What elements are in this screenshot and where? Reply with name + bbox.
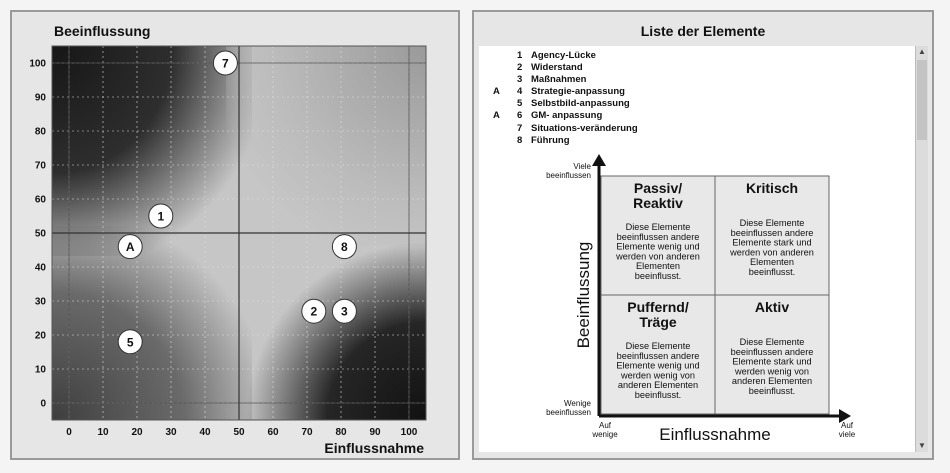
matrix-y-top-label: Viele — [573, 162, 591, 171]
legend-number: 8 — [517, 134, 523, 146]
data-point-label: 1 — [157, 209, 165, 224]
x-tick-label: 80 — [335, 427, 347, 438]
y-tick-label: 0 — [40, 398, 46, 410]
element-list-panel — [472, 10, 934, 460]
data-point-2[interactable] — [302, 299, 326, 323]
x-tick-label: 0 — [66, 427, 72, 438]
legend-number: 1 — [517, 50, 523, 61]
x-tick-label: 90 — [369, 427, 381, 438]
matrix-x-left-label: Auf — [598, 421, 612, 430]
matrix-y-axis-label: Beeinflussung — [574, 241, 593, 349]
quadrant-text: Diese Elemente — [739, 218, 805, 228]
quadrant-text: beeinflusst. — [748, 267, 796, 277]
quadrant-title: Kritisch — [745, 180, 799, 196]
quadrant-title: Aktiv — [754, 299, 790, 315]
y-tick-label: 90 — [34, 92, 46, 104]
quadrant-text: Elementen — [636, 261, 680, 272]
data-point-label: 2 — [310, 304, 318, 319]
legend-text: Strategie-anpassung — [531, 86, 625, 98]
legend-number: 6 — [517, 110, 523, 122]
data-point-3[interactable] — [332, 299, 356, 323]
data-point-7[interactable] — [213, 51, 237, 75]
legend-text: Widerstand — [531, 62, 583, 74]
data-point-5[interactable] — [118, 330, 142, 354]
data-point-label: 7 — [222, 56, 229, 71]
data-point-A[interactable] — [118, 235, 142, 259]
quadrant-text: Diese Elemente — [739, 337, 805, 347]
quadrant-text: Elemente wenig und — [616, 360, 700, 371]
data-point-label: 3 — [341, 304, 348, 319]
legend-text: Maßnahmen — [531, 74, 587, 86]
legend-text: Selbstbild-anpassung — [531, 98, 630, 110]
data-point-1[interactable] — [149, 204, 173, 228]
legend-number: 5 — [517, 98, 523, 110]
matrix-x-axis-label: Einflussnahme — [659, 425, 771, 444]
x-tick-label: 100 — [400, 427, 418, 438]
legend-number: 2 — [517, 62, 523, 74]
quadrant-text: Elemente stark und — [732, 237, 812, 248]
quadrant-text: Diese Elemente — [625, 341, 691, 351]
y-axis-title: Beeinflussung — [54, 23, 151, 39]
y-tick-label: 30 — [34, 296, 46, 308]
x-tick-label: 20 — [131, 427, 143, 438]
legend-marker: A — [493, 86, 500, 98]
x-tick-label: 30 — [165, 427, 177, 438]
quadrant-text: beeinflusst. — [634, 271, 682, 281]
quadrant-text: werden von anderen — [616, 251, 700, 262]
quadrant-title: Reaktiv — [633, 195, 683, 211]
scatter-chart — [12, 12, 458, 458]
quadrant-text: Diese Elemente — [625, 222, 691, 232]
x-tick-label: 10 — [97, 427, 109, 438]
quadrant-top-right — [715, 176, 829, 295]
quadrant-text: werden wenig von — [734, 366, 810, 377]
quadrant-text: werden von anderen — [730, 247, 814, 258]
quadrant-text: beeinflussen andere — [730, 227, 814, 238]
quadrant-bottom-right — [715, 295, 829, 414]
legend-text: Situations-veränderung — [531, 122, 638, 134]
chart-panel — [10, 10, 460, 460]
quadrant-text: beeinflusst. — [748, 386, 796, 396]
legend-number: 7 — [517, 122, 523, 134]
quadrant-top-left — [601, 176, 715, 295]
matrix-x-right-label: Auf — [840, 421, 854, 430]
legend-marker: A — [493, 110, 500, 122]
x-tick-label: 70 — [301, 427, 313, 438]
y-tick-label: 60 — [34, 194, 46, 206]
y-tick-label: 100 — [29, 58, 46, 70]
legend-number: 4 — [517, 86, 523, 98]
quadrant-text: beeinflusst. — [634, 390, 682, 400]
element-list-content — [479, 46, 915, 452]
quadrant-text: Elemente stark und — [732, 356, 812, 367]
scroll-up-icon[interactable]: ▲ — [918, 47, 926, 56]
data-point-label: A — [125, 240, 135, 255]
y-tick-label: 50 — [34, 228, 46, 240]
quadrant-text: werden wenig von — [620, 370, 696, 381]
matrix-y-bottom-label: Wenige — [564, 399, 591, 408]
scroll-down-icon[interactable]: ▼ — [918, 441, 926, 450]
data-point-8[interactable] — [332, 235, 356, 259]
arrow-up-icon — [592, 154, 606, 166]
matrix-y-bottom-label: beeinflussen — [546, 408, 591, 417]
quadrant-title: Puffernd/ — [627, 299, 689, 315]
legend-text: Führung — [531, 134, 570, 146]
x-tick-label: 60 — [267, 427, 279, 438]
x-axis-title: Einflussnahme — [324, 440, 424, 456]
quadrant-text: anderen Elementen — [731, 376, 813, 387]
data-point-label: 8 — [341, 240, 348, 255]
matrix-x-right-label: viele — [838, 430, 856, 439]
quadrant-text: beeinflussen andere — [616, 231, 700, 242]
element-list-title: Liste der Elemente — [640, 23, 766, 39]
quadrant-text: beeinflussen andere — [616, 350, 700, 361]
quadrant-text: anderen Elementen — [617, 380, 699, 391]
matrix-y-top-label: beeinflussen — [546, 171, 591, 180]
matrix-diagram — [479, 46, 915, 452]
matrix-x-left-label: wenige — [592, 430, 618, 439]
quadrant-title: Träge — [639, 314, 677, 330]
x-tick-label: 40 — [199, 427, 211, 438]
legend-text: GM- anpassung — [531, 110, 603, 122]
y-tick-label: 10 — [34, 364, 46, 376]
data-point-label: 5 — [126, 335, 134, 350]
scroll-thumb[interactable] — [917, 60, 927, 140]
y-tick-label: 80 — [34, 126, 46, 138]
quadrant-text: Elementen — [750, 257, 794, 268]
y-tick-label: 20 — [34, 330, 46, 342]
quadrant-text: beeinflussen andere — [730, 346, 814, 357]
y-tick-label: 70 — [34, 160, 46, 172]
quadrant-text: Elemente wenig und — [616, 241, 700, 252]
x-tick-label: 50 — [233, 427, 245, 438]
legend-number: 3 — [517, 74, 523, 86]
quadrant-bottom-left — [601, 295, 715, 414]
quadrant-title: Passiv/ — [633, 180, 683, 196]
y-tick-label: 40 — [34, 262, 46, 274]
vertical-scrollbar[interactable] — [915, 46, 928, 452]
legend-text: Agency-Lücke — [531, 50, 596, 61]
